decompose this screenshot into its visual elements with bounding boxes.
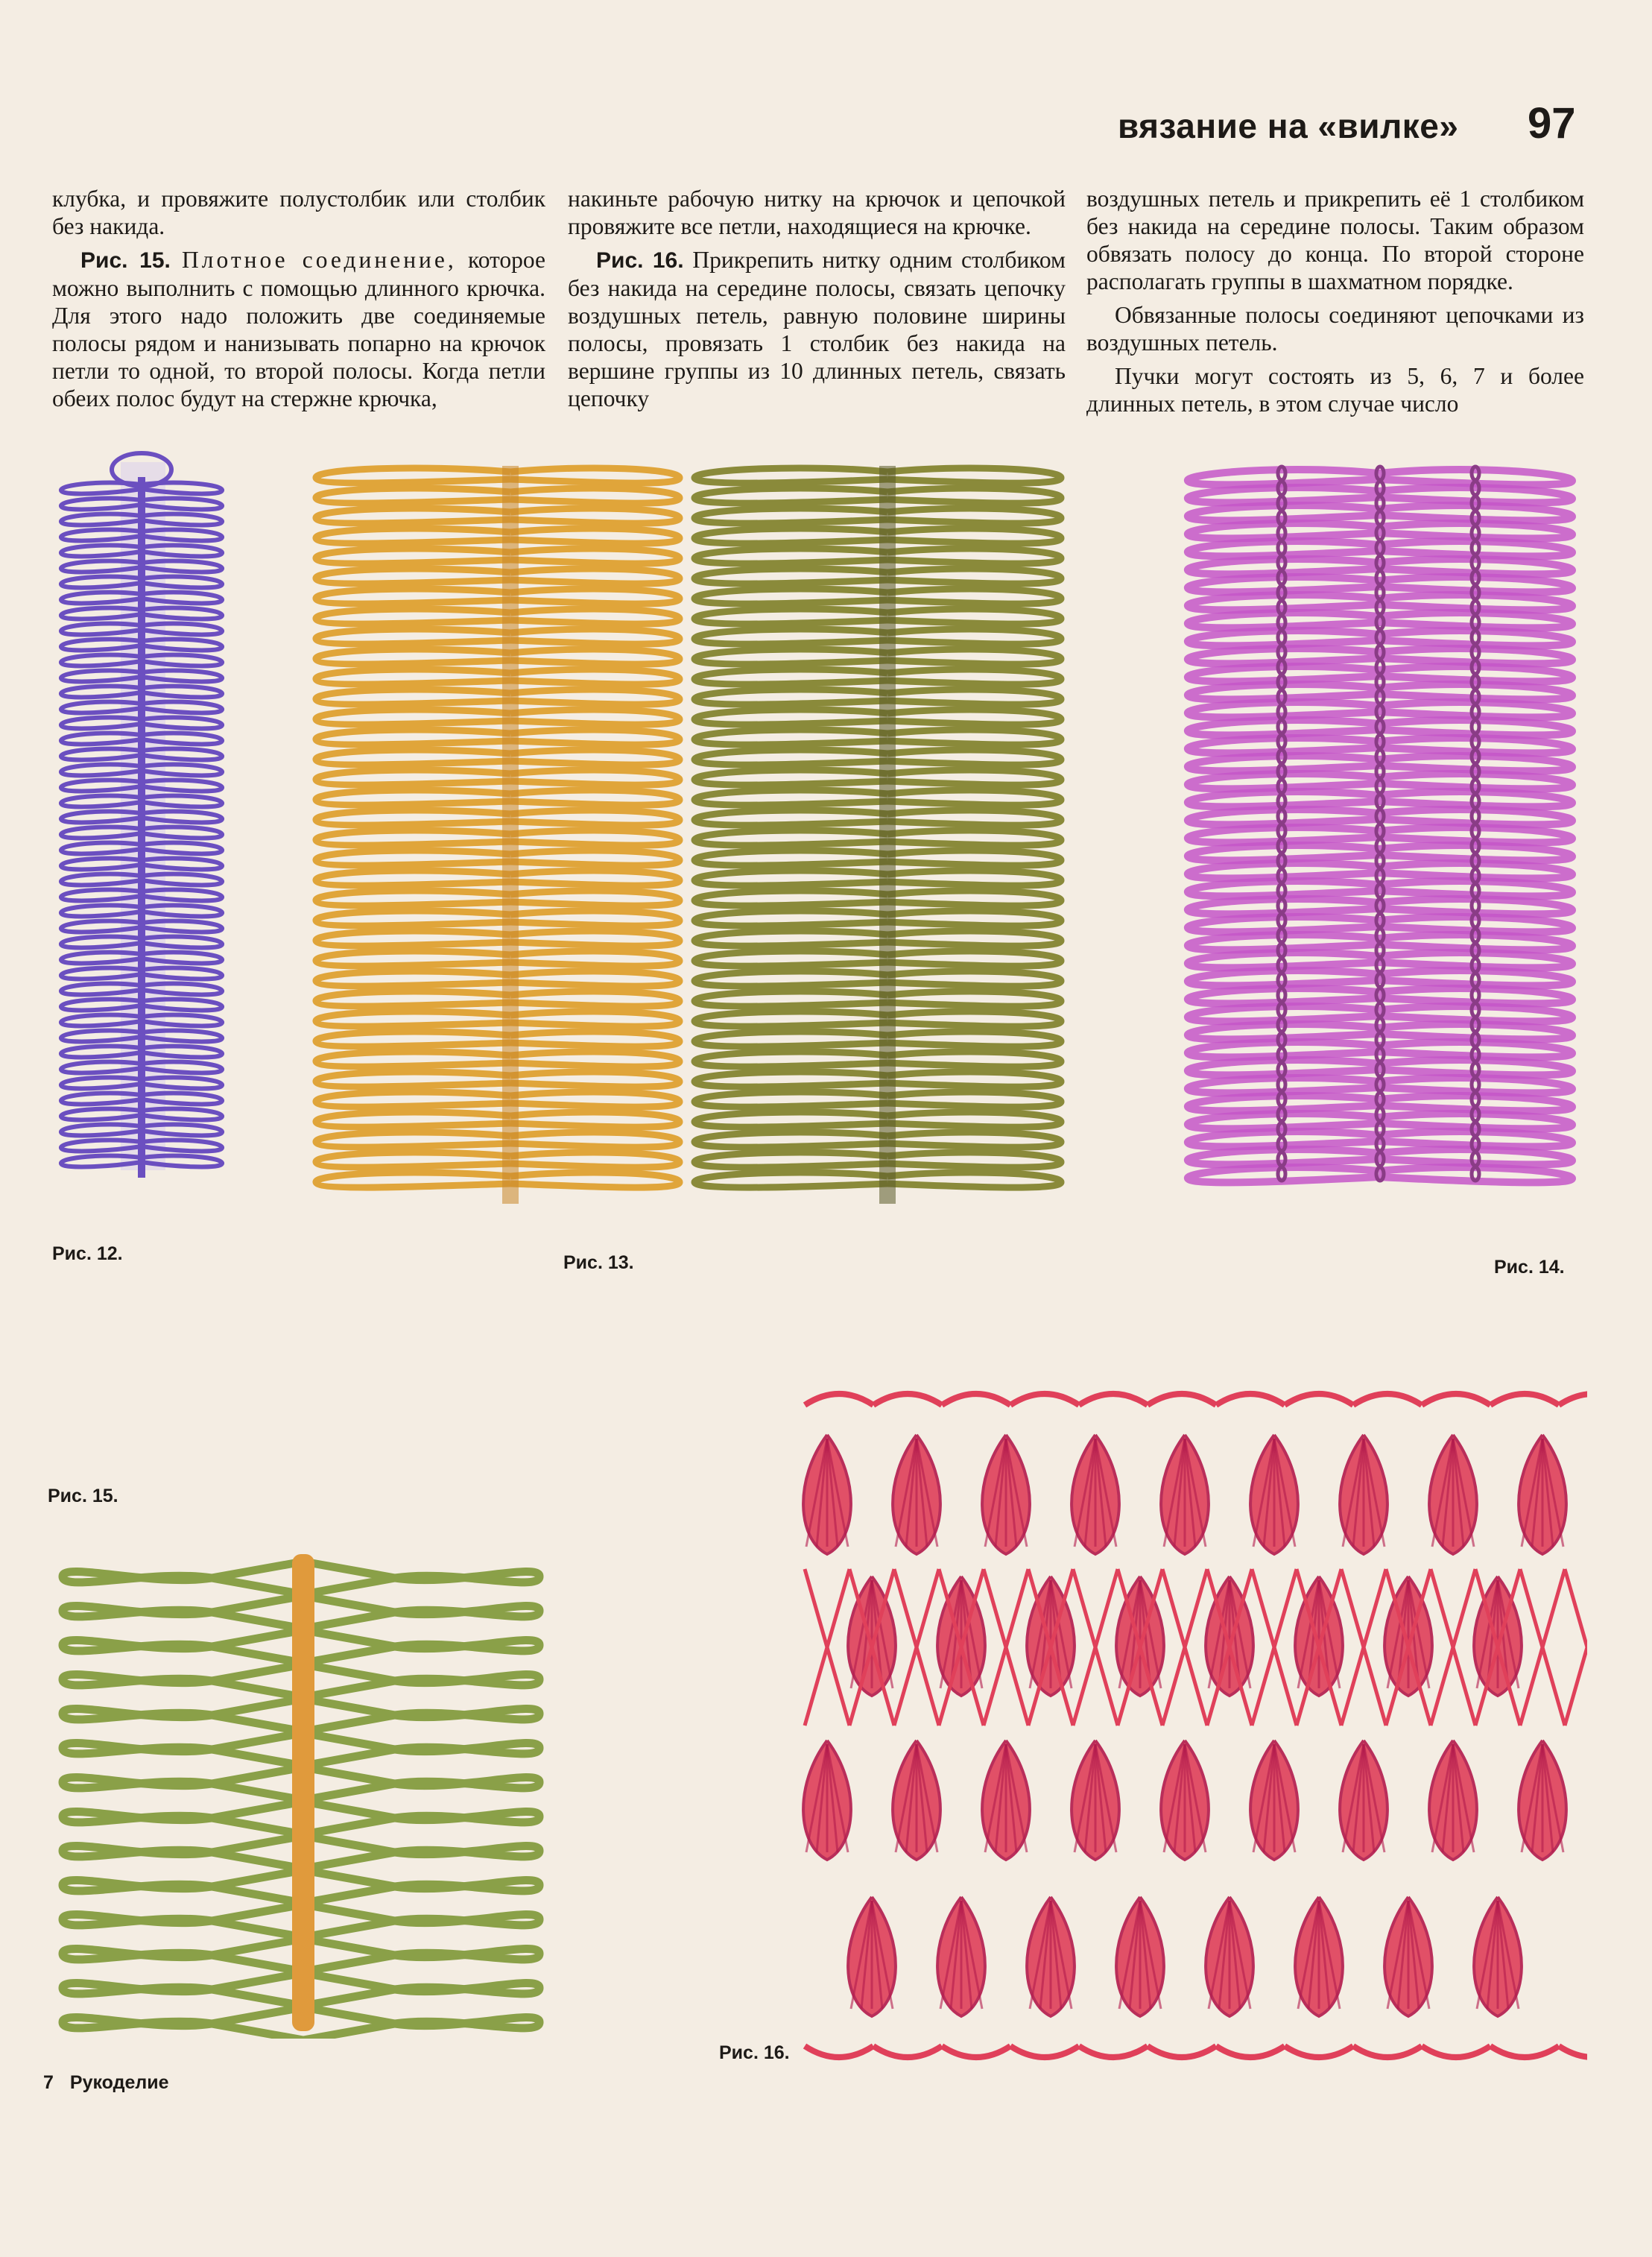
page-number: 97 (1528, 99, 1576, 148)
green-dense-join-icon (48, 1547, 554, 2039)
paragraph: клубка, и провяжите полустолбик или столбик без накида. (52, 186, 545, 239)
figure-caption: Рис. 16. (719, 2042, 790, 2063)
text-column-2 (568, 185, 1066, 412)
figure-ref: Рис. 16. (596, 248, 684, 273)
yellow-olive-joined-strips-icon (307, 451, 1071, 1219)
magenta-hairpin-strip-icon (1177, 451, 1583, 1204)
figure-caption: Рис. 13. (563, 1252, 634, 1273)
footer-title: Рукоделие (69, 2072, 169, 2093)
page-footer (43, 2072, 169, 2094)
paragraph (568, 246, 1066, 412)
paragraph: Пучки могут состоять из 5, 6, 7 и более длинных петель, в этом случае число (1086, 363, 1584, 417)
figure-ref: Рис. 15. (80, 248, 171, 273)
paragraph: воздушных петель и прикрепить её 1 столбиком без накида на середине полосы. Таким образом обвязать полосу до конца. По второй стороне располагать группы в шахматном порядке. (1086, 186, 1584, 294)
term: Плотное соединение, (182, 247, 457, 273)
purple-hairpin-lace-strip-icon (52, 447, 231, 1185)
footer-number: 7 (43, 2072, 54, 2093)
pink-cluster-lace-icon (797, 1390, 1587, 2061)
text-column-1 (52, 185, 545, 412)
running-header-title: вязание на «вилке» (1118, 107, 1459, 145)
paragraph-text: которое можно выполнить с помощью длинного крючка. Для этого надо положить две соединяемые полосы рядом и нанизывать попарно на крючок петли то одной, то второй полосы. Когда петли обеих полос будут на стержне крючка, (52, 247, 545, 411)
text-column-3 (1086, 185, 1584, 417)
figure-caption: Рис. 15. (48, 1486, 118, 1506)
paragraph: накиньте рабочую нитку на крючок и цепочкой провяжите все петли, находящиеся на крючке. (568, 186, 1066, 239)
figure-caption: Рис. 14. (1494, 1257, 1565, 1278)
paragraph: Обвязанные полосы соединяют цепочками из воздушных петель. (1086, 302, 1584, 356)
paragraph-text: Прикрепить нитку одним столбиком без накида на середине полосы, связать цепочку воздушных петель, равную половине ширины полосы, провязать 1 столбик без накида на вершине группы из 10 длинных петель, связать цепочку (568, 247, 1066, 411)
paragraph (52, 246, 545, 412)
figure-caption: Рис. 12. (52, 1243, 123, 1264)
